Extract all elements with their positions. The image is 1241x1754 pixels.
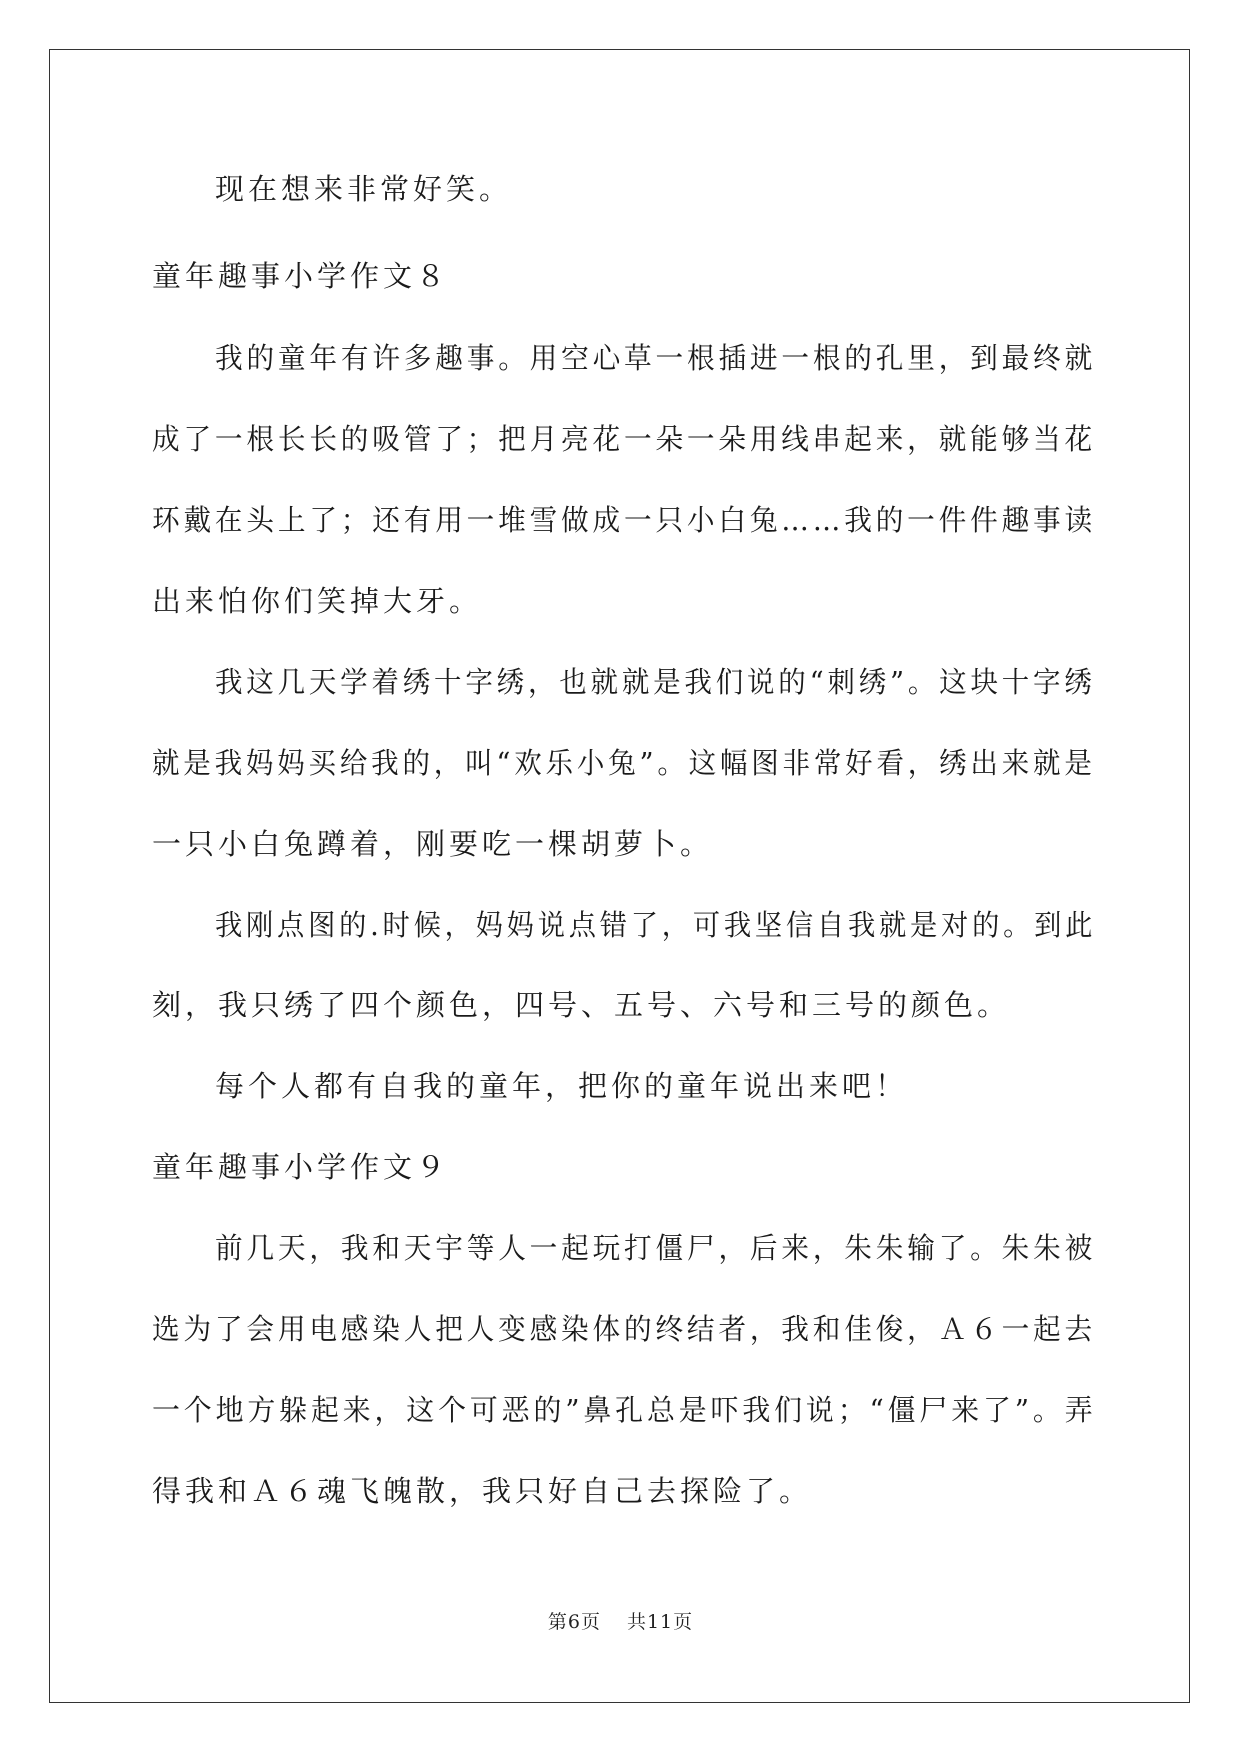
section-heading: 童年趣事小学作文９: [152, 1150, 450, 1184]
paragraph-line: 选为了会用电感染人把人变感染体的终结者，我和佳俊，Ａ６一起去: [152, 1312, 1096, 1346]
paragraph-line: 我刚点图的.时候，妈妈说点错了，可我坚信自我就是对的。到此: [215, 908, 1097, 942]
page-number: 第6页: [547, 1611, 601, 1633]
paragraph-line: 一只小白兔蹲着，刚要吃一棵胡萝卜。: [152, 827, 714, 861]
paragraph-line: 就是我妈妈买给我的，叫“欢乐小兔”。这幅图非常好看，绣出来就是: [152, 746, 1096, 780]
paragraph-line: 得我和Ａ６魂飞魄散，我只好自己去探险了。: [152, 1474, 813, 1508]
paragraph-line: 一个地方躲起来，这个可恶的”鼻孔总是吓我们说；“僵尸来了”。弄: [152, 1393, 1097, 1427]
paragraph-line: 前几天，我和天宇等人一起玩打僵尸，后来，朱朱输了。朱朱被: [215, 1231, 1097, 1265]
paragraph-line: 现在想来非常好笑。: [215, 172, 513, 206]
paragraph-line: 我这几天学着绣十字绣，也就就是我们说的“刺绣”。这块十字绣: [215, 665, 1096, 699]
paragraph-line: 每个人都有自我的童年，把你的童年说出来吧！: [215, 1069, 909, 1103]
section-heading: 童年趣事小学作文８: [152, 259, 450, 293]
paragraph-line: 刻，我只绣了四个颜色，四号、五号、六号和三号的颜色。: [152, 988, 1011, 1022]
page-total: 共11页: [626, 1611, 694, 1633]
page-footer: [0, 1607, 1241, 1634]
paragraph-line: 环戴在头上了；还有用一堆雪做成一只小白兔……我的一件件趣事读: [152, 503, 1096, 537]
paragraph-line: 我的童年有许多趣事。用空心草一根插进一根的孔里，到最终就: [215, 341, 1097, 375]
paragraph-line: 成了一根长长的吸管了；把月亮花一朵一朵用线串起来，就能够当花: [152, 422, 1096, 456]
page-border: [49, 49, 1190, 1703]
paragraph-line: 出来怕你们笑掉大牙。: [152, 584, 483, 618]
